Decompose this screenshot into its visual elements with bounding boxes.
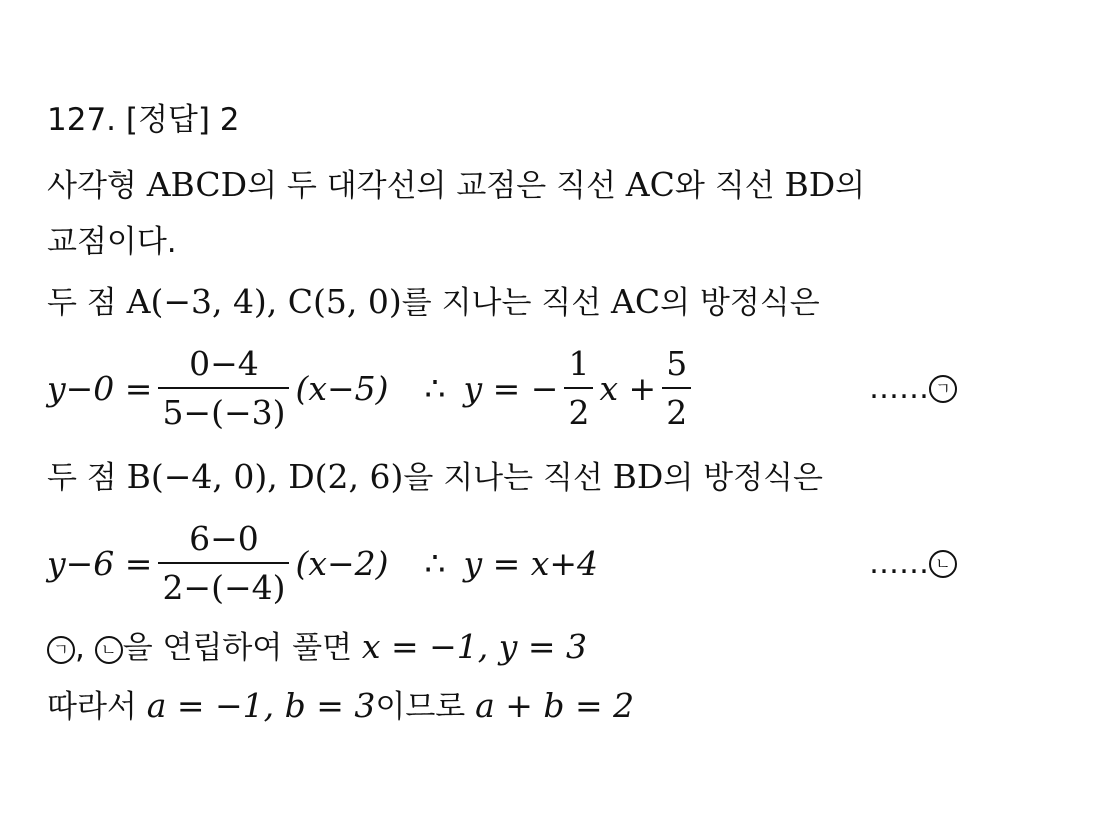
eq-lhs: y−0 = bbox=[47, 368, 153, 408]
text: 두 점 bbox=[47, 285, 127, 321]
text: 두 점 bbox=[47, 460, 127, 496]
text: 따라서 bbox=[47, 689, 147, 725]
denominator: 2−(−4) bbox=[158, 562, 289, 607]
label-bd: BD bbox=[784, 165, 836, 204]
fraction-half bbox=[564, 344, 593, 432]
fraction-slope bbox=[158, 519, 289, 607]
label-abcd: ABCD bbox=[146, 165, 248, 204]
ab-values: a = −1, b = 3 bbox=[146, 686, 376, 725]
text: 사각형 bbox=[47, 168, 147, 204]
label-bd: BD bbox=[612, 457, 664, 496]
text: , bbox=[75, 630, 95, 666]
equation-marker-2 bbox=[869, 546, 957, 581]
fraction-slope bbox=[158, 344, 289, 432]
points-bd: B(−4, 0), D(2, 6) bbox=[126, 457, 404, 496]
conclusion-line bbox=[47, 686, 634, 727]
final-answer: a + b = 2 bbox=[475, 686, 635, 725]
circled-marker: ㄴ bbox=[95, 636, 123, 664]
text: 이므로 bbox=[375, 689, 476, 725]
label-ac: AC bbox=[625, 165, 675, 204]
eq-lhs: y−6 = bbox=[47, 543, 153, 583]
fraction-five-halves bbox=[662, 344, 691, 432]
numerator: 6−0 bbox=[189, 519, 259, 558]
dots: …… bbox=[869, 545, 929, 581]
line-bd-intro bbox=[47, 457, 823, 498]
denominator: 2 bbox=[662, 387, 691, 432]
text: 을 연립하여 풀면 bbox=[122, 630, 362, 666]
eq-rhs: y = − bbox=[463, 368, 559, 408]
equation-ac bbox=[47, 343, 1047, 433]
numerator: 5 bbox=[666, 344, 688, 383]
text: 와 직선 bbox=[674, 168, 785, 204]
points-ac: A(−3, 4), C(5, 0) bbox=[126, 282, 402, 321]
paragraph-intro-cont: 교점이다. bbox=[47, 224, 177, 260]
eq-rhs: y = x+4 bbox=[463, 543, 599, 583]
label-ac: AC bbox=[611, 282, 661, 321]
text: 의 bbox=[835, 168, 866, 204]
circled-marker: ㄱ bbox=[929, 375, 957, 403]
equation-marker-1 bbox=[869, 371, 957, 406]
text: 의 방정식은 bbox=[660, 285, 820, 321]
text: 의 방정식은 bbox=[663, 460, 823, 496]
numerator: 0−4 bbox=[189, 344, 259, 383]
solution-values: x = −1, y = 3 bbox=[361, 627, 588, 666]
text: 의 두 대각선의 교점은 직선 bbox=[247, 168, 626, 204]
denominator: 5−(−3) bbox=[158, 387, 289, 432]
denominator: 2 bbox=[564, 387, 593, 432]
factor: (x−2) bbox=[295, 543, 389, 583]
line-ac-intro bbox=[47, 282, 820, 323]
dots: …… bbox=[869, 370, 929, 406]
numerator: 1 bbox=[568, 344, 590, 383]
therefore-symbol: ∴ bbox=[424, 368, 446, 408]
circled-marker: ㄱ bbox=[47, 636, 75, 664]
eq-rhs: x + bbox=[599, 368, 657, 408]
text: 을 지나는 직선 bbox=[403, 460, 613, 496]
therefore-symbol: ∴ bbox=[424, 543, 446, 583]
paragraph-intro bbox=[47, 165, 865, 206]
text: 를 지나는 직선 bbox=[401, 285, 612, 321]
factor: (x−5) bbox=[295, 368, 389, 408]
equation-bd bbox=[47, 518, 1047, 608]
circled-marker: ㄴ bbox=[929, 550, 957, 578]
solve-line bbox=[47, 627, 587, 668]
solution-heading: 127. [정답] 2 bbox=[47, 102, 240, 138]
